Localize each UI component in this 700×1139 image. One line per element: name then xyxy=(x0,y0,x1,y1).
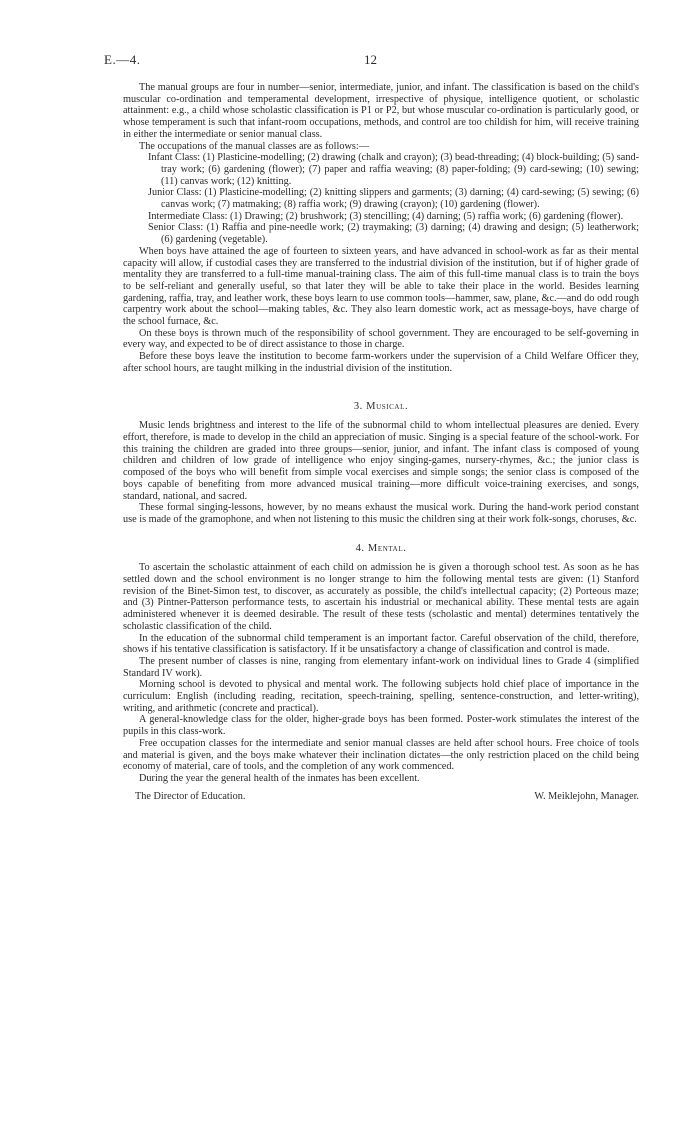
signatory: W. Meiklejohn, Manager. xyxy=(534,790,639,802)
manual-paragraph: Before these boys leave the institution to become farm-workers under the supervision of a Child Welfare Officer they, after school hours, are taught milking in the industrial division of the institution. xyxy=(123,351,639,374)
junior-class-item: Junior Class: (1) Plasticine-modelling; (2) knitting slippers and garments; (3) darning; (4) card-sewing; (5) sewing; (6) canvas work; (7) matmaking; (8) raffia work; (9) drawing (crayon); (10) gardening (flower). xyxy=(148,187,639,211)
document-reference: E.—4. xyxy=(104,52,141,67)
mental-paragraph: A general-knowledge class for the older, higher-grade boys has been formed. Poster-work stimulates the interest of the pupils in this class-work. xyxy=(123,714,639,738)
mental-paragraph: To ascertain the scholastic attainment of each child on admission he is given a thorough school test. As soon as he has settled down and the school environment is no longer strange to him the following mental tests are given: (1) Stanford revision of the Binet-Simon test, to discover, as accurately as possible, the child's intellectual capacity; (2) Porteous maze; and (3) Pintner-Patterson performance tests, to ascertain his industrial or mechanical ability. These mental tests are again administered whenever it is deemed desirable. The result of these tests (scholastic and mental) determines tentatively the scholastic classification of the child. xyxy=(123,562,639,632)
infant-class-item: Infant Class: (1) Plasticine-modelling; (2) drawing (chalk and crayon); (3) bead-threading; (4) block-building; (5) sand-tray work; (6) gardening (flower); (7) paper and raffia weaving; (8) paper-folding; (9) card-sewing; (10) sewing; (11) canvas work; (12) knitting. xyxy=(148,152,639,187)
musical-heading: 3. Musical. xyxy=(353,400,409,412)
addressee: The Director of Education. xyxy=(135,790,246,802)
manual-intro-paragraph: The manual groups are four in number—senior, intermediate, junior, and infant. The classification is based on the child's muscular co-ordination and temperamental development, irrespective of physique, intelligence quotient, or scholastic attainment: e.g., a child whose scholastic classification is P1 or P2, but whose muscular co-ordination is particularly good, or whose temperament is such that infant-room occupations, methods, and control are too childish for him, will receive training in either the intermediate or senior manual class. xyxy=(123,82,639,140)
mental-heading: 4. Mental. xyxy=(355,542,407,554)
mental-paragraph: In the education of the subnormal child temperament is an important factor. Careful observation of the child, therefore, shows if his tentative classification is satisfactory. If it be unsatisfactory a change of classification and control is made. xyxy=(123,632,639,656)
occupations-lead: The occupations of the manual classes are as follows:— xyxy=(139,140,369,152)
document-body xyxy=(123,82,639,805)
mental-paragraph: Free occupation classes for the intermediate and senior manual classes are held after school hours. Free choice of tools and material is given, and the boys make whatever their inclination dictates—the only restriction placed on the child being economy of material, care of tools, and the completion of any work commenced. xyxy=(123,737,639,773)
mental-paragraph: During the year the general health of the inmates has been excellent. xyxy=(139,772,420,784)
page-header xyxy=(0,52,700,72)
intermediate-class-item: Intermediate Class: (1) Drawing; (2) brushwork; (3) stencilling; (4) darning; (5) raffia work; (6) gardening (flower). xyxy=(148,210,624,222)
manual-paragraph: When boys have attained the age of fourteen to sixteen years, and have advanced in school-work as far as their mental capacity will allow, if custodial cases they are transferred to the industrial division of the institution, but if of higher grade of mentality they are transferred to a full-time manual-training class. The aim of this full-time manual class is to train the boys to be self-reliant and generally useful, so that later they will be able to take their place in the world. Besides learning gardening, raffia, tray, and leather work, these boys learn to use common tools—hammer, saw, plane, &c.—and do odd rough carpentry work about the school—making tables, &c. They also learn domestic work, act as message-boys, have charge of the school furnace, &c. xyxy=(123,245,639,328)
musical-paragraph: Music lends brightness and interest to the life of the subnormal child to whom intellectual pleasures are denied. Every effort, therefore, is made to develop in the child an appreciation of music. Singing is a special feature of the school-work. For this training the children are graded into three groups—senior, junior, and infant. The infant class is composed of young children and children of low grade of intelligence who enjoy singing-games, nursery-rhymes, &c.; the junior class is composed of the boys who will benefit from simple vocal exercises and simple songs; the senior class is composed of the boys capable of benefiting from more advanced musical training—more difficult voice-training exercises, and songs, standard, national, and sacred. xyxy=(123,420,639,502)
signature-block xyxy=(123,791,639,805)
mental-paragraph: The present number of classes is nine, ranging from elementary infant-work on individual lines to Grade 4 (simplified Standard IV work). xyxy=(123,655,639,679)
mental-paragraph: Morning school is devoted to physical and mental work. The following subjects hold chief place of importance in the curriculum: English (including reading, recitation, speech-training, spelling, sentence-construction, and letter-writing), writing, and arithmetic (concrete and practical). xyxy=(123,679,639,714)
page-number: 12 xyxy=(364,52,377,67)
manual-paragraph: On these boys is thrown much of the responsibility of school government. They are encouraged to be self-governing in every way, and expected to be of direct assistance to those in charge. xyxy=(123,327,639,351)
senior-class-item: Senior Class: (1) Raffia and pine-needle work; (2) traymaking; (3) darning; (4) drawing and design; (5) leatherwork; (6) gardening (vegetable). xyxy=(148,222,639,246)
musical-paragraph: These formal singing-lessons, however, by no means exhaust the musical work. During the hand-work period constant use is made of the gramophone, and when not listening to this music the children sing at their work folk-songs, choruses, &c. xyxy=(123,502,639,525)
